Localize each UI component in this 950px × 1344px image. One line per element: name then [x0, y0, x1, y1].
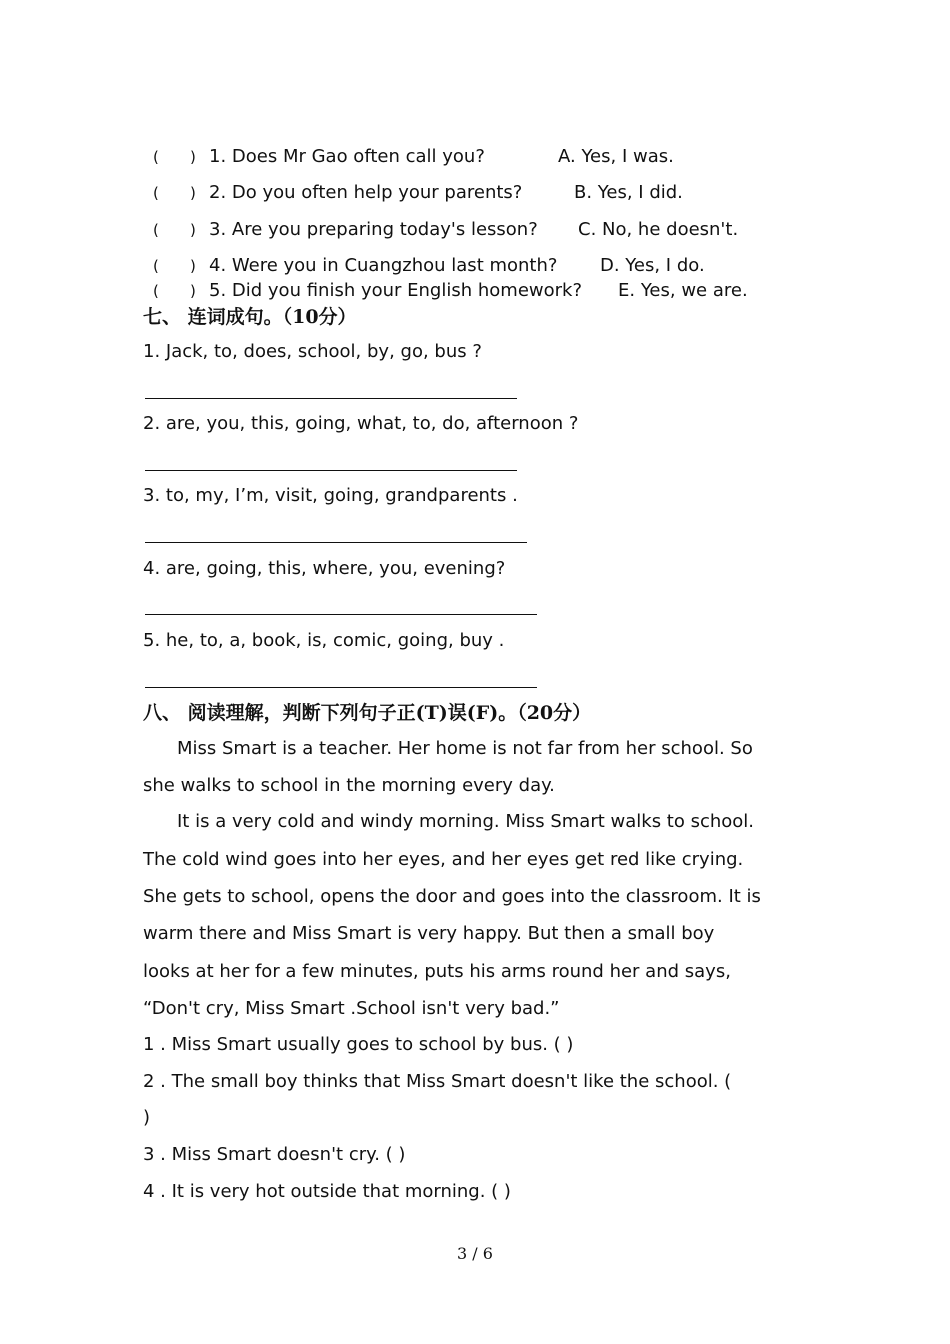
answer-line[interactable] — [145, 470, 517, 471]
answer-paren-open: ( — [153, 282, 159, 300]
answer-paren-open: ( — [153, 257, 159, 275]
matching-answer: E. Yes, we are. — [618, 280, 748, 301]
matching-answer: B. Yes, I did. — [574, 182, 683, 203]
passage-line: warm there and Miss Smart is very happy. But then a small boy — [143, 923, 715, 944]
tf-question: 2 . The small boy thinks that Miss Smart doesn't like the school. ( — [143, 1071, 732, 1092]
passage-line: The cold wind goes into her eyes, and her eyes get red like crying. — [143, 849, 744, 870]
matching-question: 4. Were you in Cuangzhou last month? — [209, 255, 558, 276]
passage-line: It is a very cold and windy morning. Miss Smart walks to school. — [177, 811, 755, 832]
answer-line[interactable] — [145, 542, 527, 543]
sentence-item: 2. are, you, this, going, what, to, do, afternoon ? — [143, 413, 579, 434]
answer-paren-close: ) — [190, 184, 196, 202]
matching-question: 2. Do you often help your parents? — [209, 182, 523, 203]
page-number: 3 / 6 — [457, 1244, 493, 1263]
answer-paren-close: ) — [190, 257, 196, 275]
sentence-item: 1. Jack, to, does, school, by, go, bus ? — [143, 341, 482, 362]
sentence-item: 5. he, to, a, book, is, comic, going, buy . — [143, 630, 505, 651]
passage-line: she walks to school in the morning every day. — [143, 775, 555, 796]
answer-line[interactable] — [145, 687, 537, 688]
tf-question: 3 . Miss Smart doesn't cry. ( ) — [143, 1144, 406, 1165]
answer-line[interactable] — [145, 398, 517, 399]
section-7-heading: 七、 连词成句。（10分） — [143, 306, 357, 328]
answer-line[interactable] — [145, 614, 537, 615]
passage-line: She gets to school, opens the door and goes into the classroom. It is — [143, 886, 761, 907]
matching-answer: A. Yes, I was. — [558, 146, 674, 167]
answer-paren-close: ) — [190, 148, 196, 166]
sentence-item: 3. to, my, I’m, visit, going, grandparents . — [143, 485, 518, 506]
answer-paren-open: ( — [153, 148, 159, 166]
matching-question: 3. Are you preparing today's lesson? — [209, 219, 538, 240]
section-8-heading: 八、 阅读理解，判断下列句子正(T)误(F)。（20分） — [143, 702, 592, 724]
passage-line: looks at her for a few minutes, puts his arms round her and says, — [143, 961, 731, 982]
matching-answer: C. No, he doesn't. — [578, 219, 739, 240]
answer-paren-open: ( — [153, 221, 159, 239]
answer-paren-close: ) — [190, 282, 196, 300]
tf-question: 1 . Miss Smart usually goes to school by bus. ( ) — [143, 1034, 574, 1055]
matching-question: 1. Does Mr Gao often call you? — [209, 146, 485, 167]
sentence-item: 4. are, going, this, where, you, evening? — [143, 558, 506, 579]
passage-line: Miss Smart is a teacher. Her home is not far from her school. So — [177, 738, 753, 759]
answer-paren-close: ) — [190, 221, 196, 239]
answer-paren-open: ( — [153, 184, 159, 202]
matching-answer: D. Yes, I do. — [600, 255, 705, 276]
tf-question: ) — [143, 1107, 151, 1128]
passage-line: “Don't cry, Miss Smart .School isn't very bad.” — [143, 998, 560, 1019]
tf-question: 4 . It is very hot outside that morning. ( ) — [143, 1181, 511, 1202]
matching-question: 5. Did you finish your English homework? — [209, 280, 583, 301]
